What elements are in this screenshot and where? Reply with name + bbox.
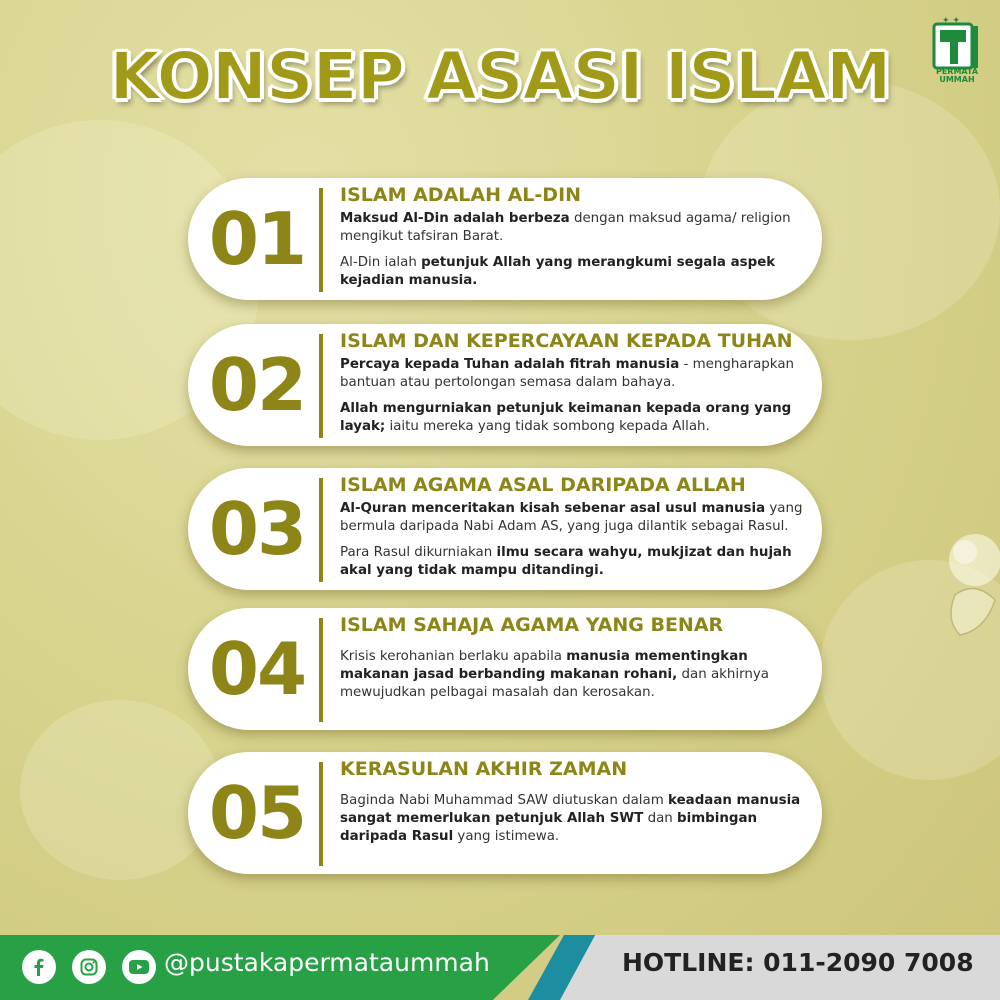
facebook-icon[interactable] [22, 950, 56, 984]
card-paragraph-1 [340, 210, 804, 246]
logo-text [928, 68, 986, 84]
card-heading: ISLAM AGAMA ASAL DARIPADA ALLAH [340, 474, 746, 496]
card-heading: ISLAM SAHAJA AGAMA YANG BENAR [340, 614, 724, 636]
text: dan [643, 811, 678, 826]
concept-card-1 [188, 178, 822, 300]
hotline-text: HOTLINE: 011-2090 7008 [622, 948, 974, 977]
concept-card-3 [188, 468, 822, 590]
text: yang bermula daripada Nabi Adam AS, yang juga dilantik sebagai Rasul. [340, 501, 803, 534]
card-number: 03 [208, 487, 306, 571]
text: iaitu mereka yang tidak sombong kepada Allah. [385, 419, 710, 434]
card-paragraph-1 [340, 648, 804, 702]
bold-text: bimbingan daripada Rasul [340, 811, 758, 844]
card-divider [319, 334, 323, 438]
concept-card-2 [188, 324, 822, 446]
logo-line-2: UMMAH [939, 75, 975, 84]
card-paragraph-1 [340, 500, 804, 536]
text: Krisis kerohanian berlaku apabila [340, 649, 567, 664]
card-number: 02 [208, 343, 306, 427]
bold-text: ilmu secara wahyu, mukjizat dan hujah akal yang tidak mampu ditandingi. [340, 545, 792, 578]
concept-card-4 [188, 608, 822, 730]
flower-decoration [915, 520, 1000, 650]
svg-text:✦ ✦: ✦ ✦ [942, 16, 960, 26]
text: dan akhirnya mewujudkan pelbagai masalah dan kerosakan. [340, 667, 769, 700]
instagram-icon[interactable] [72, 950, 106, 984]
page-title: KONSEP ASASI ISLAM [109, 38, 891, 115]
youtube-icon[interactable] [122, 950, 156, 984]
card-divider [319, 188, 323, 292]
card-paragraph-2 [340, 544, 804, 580]
bold-text: Maksud Al-Din adalah berbeza [340, 211, 570, 226]
card-paragraph-1 [340, 356, 804, 392]
card-paragraph-2 [340, 400, 804, 436]
bold-text: petunjuk Allah yang merangkumi segala aspek kejadian manusia. [340, 255, 776, 288]
background-texture [20, 700, 220, 880]
bold-text: Al-Quran menceritakan kisah sebenar asal usul manusia [340, 501, 766, 516]
text: Para Rasul dikurniakan [340, 545, 497, 560]
bold-text: keadaan manusia sangat memerlukan petunjuk Allah SWT [340, 793, 801, 826]
card-paragraph-2 [340, 254, 804, 290]
card-number: 04 [208, 627, 306, 711]
card-divider [319, 762, 323, 866]
card-number: 01 [208, 197, 306, 281]
text: Baginda Nabi Muhammad SAW diutuskan dalam [340, 793, 669, 808]
card-paragraph-1 [340, 792, 804, 846]
card-heading: ISLAM DAN KEPERCAYAAN KEPADA TUHAN [340, 330, 793, 352]
social-handle-link[interactable]: @pustakapermataummah [164, 948, 490, 977]
card-divider [319, 478, 323, 582]
card-number: 05 [208, 771, 306, 855]
text: yang istimewa. [453, 829, 560, 844]
text: dengan maksud agama/ religion mengikut tafsiran Barat. [340, 211, 791, 244]
card-divider [319, 618, 323, 722]
logo-line-1: PERMATA [935, 67, 979, 76]
bold-text: Allah mengurniakan petunjuk keimanan kepada orang yang layak; [340, 401, 792, 434]
text: - mengharapkan bantuan atau pertolongan semasa dalam bahaya. [340, 357, 795, 390]
bold-text: manusia mementingkan makanan jasad berbanding makanan rohani, [340, 649, 748, 682]
concept-card-5 [188, 752, 822, 874]
card-heading: KERASULAN AKHIR ZAMAN [340, 758, 628, 780]
bold-text: Percaya kepada Tuhan adalah fitrah manusia [340, 357, 680, 372]
card-heading: ISLAM ADALAH AL-DIN [340, 184, 582, 206]
text: Al-Din ialah [340, 255, 422, 270]
